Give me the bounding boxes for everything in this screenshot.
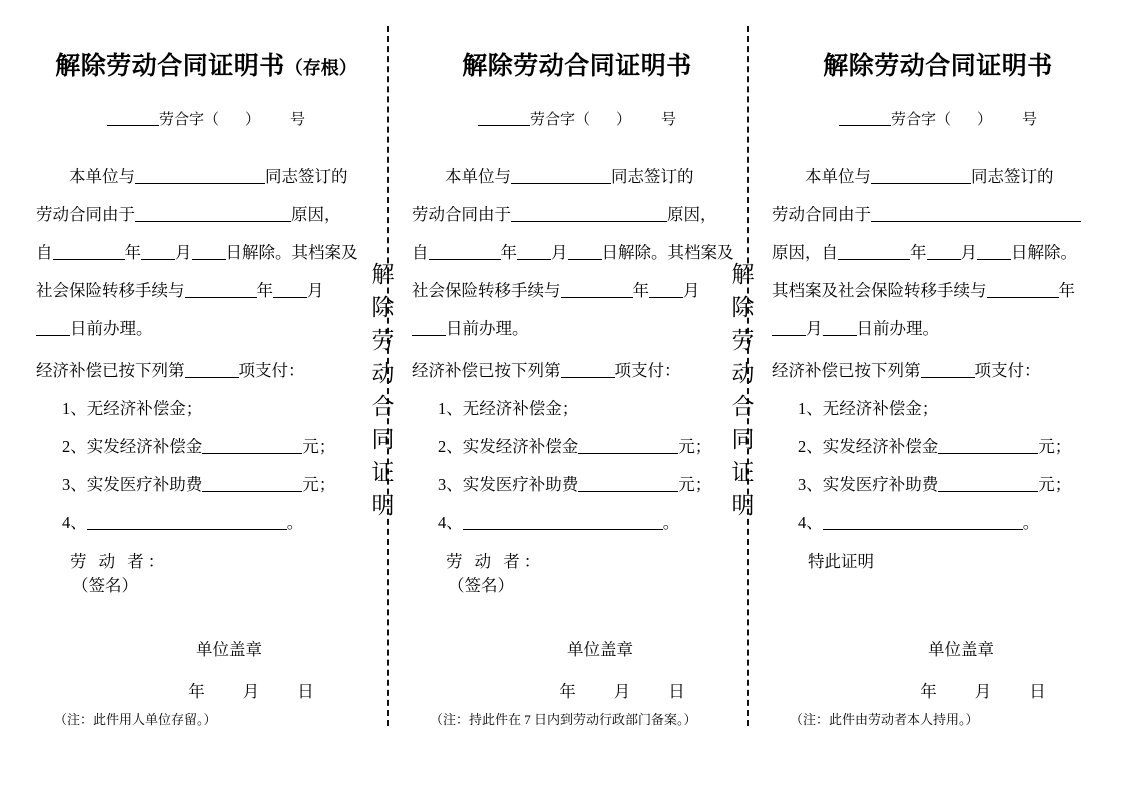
vstub-char: 解 [731, 262, 755, 287]
comp-text: 1、无经济补偿金； [798, 399, 939, 418]
employee-name-blank[interactable] [511, 168, 611, 184]
title-suffix-text: （存根） [284, 58, 357, 78]
comp-text: 。 [1022, 513, 1040, 532]
termination-year-blank[interactable] [429, 244, 501, 260]
transfer-day-blank[interactable] [412, 320, 446, 336]
comp-head-text: 项支付： [974, 361, 1041, 380]
body-text: 劳动合同由于 [772, 205, 871, 224]
body-text: 原因， [667, 205, 717, 224]
body-text: 日解除。其档案及 [225, 243, 358, 262]
body-text: 年 [1058, 281, 1075, 300]
docno-label: 劳合字 [158, 112, 204, 128]
compensation-option-1 [772, 390, 1104, 428]
body-text: 月 [960, 243, 977, 262]
certificate-body [412, 158, 742, 348]
company-seal-label: 单位盖章 [928, 640, 994, 659]
certificate-column-filing [412, 0, 742, 793]
compensation-option-1 [412, 390, 742, 428]
body-text: 月 [307, 281, 324, 300]
vstub-char: 证 [731, 460, 755, 485]
body-line-5 [772, 310, 1104, 348]
comp-head-text: 经济补偿已按下列第 [412, 361, 561, 380]
comp-text: 4、 [62, 513, 87, 532]
certificate-column-worker [772, 0, 1104, 793]
body-text: 月 [551, 243, 568, 262]
document-number-line [36, 108, 376, 129]
body-line-1 [772, 158, 1104, 196]
date-line [772, 678, 1104, 702]
vstub-char: 动 [731, 361, 755, 386]
date-line [36, 678, 376, 702]
medical-subsidy-blank[interactable] [578, 476, 678, 492]
compensation-option-4 [36, 504, 376, 542]
body-text: 自 [36, 243, 53, 262]
date-month-label: 月 [242, 682, 260, 701]
transfer-day-blank[interactable] [36, 320, 70, 336]
column-title [412, 46, 742, 82]
body-text: 日前办理。 [856, 319, 939, 338]
termination-year-blank[interactable] [838, 244, 910, 260]
compensation-item-number-blank[interactable] [185, 362, 239, 378]
title-main-text: 解除劳动合同证明书 [55, 52, 285, 80]
date-year-label: 年 [559, 682, 576, 701]
compensation-option-2 [772, 428, 1104, 466]
comp-text: 3、实发医疗补助费 [62, 475, 203, 494]
vstub-char: 明 [731, 493, 755, 518]
body-line-5 [36, 310, 376, 348]
termination-month-blank[interactable] [517, 244, 551, 260]
comp-text: 2、实发经济补偿金 [438, 437, 579, 456]
vstub-char: 合 [371, 394, 395, 419]
comp-text: 元； [678, 437, 712, 456]
footer-note: （注：此件用人单位存留。） [54, 712, 217, 727]
comp-text: 3、实发医疗补助费 [438, 475, 579, 494]
compensation-head [772, 352, 1104, 390]
termination-year-blank[interactable] [53, 244, 125, 260]
body-line-3 [412, 234, 742, 272]
date-day-label: 日 [297, 682, 314, 701]
transfer-year-blank[interactable] [561, 282, 633, 298]
body-line-3 [772, 234, 1104, 272]
body-text: 劳动合同由于 [36, 205, 135, 224]
certificate-body [36, 158, 376, 348]
compensation-option-4 [412, 504, 742, 542]
termination-day-blank[interactable] [192, 244, 226, 260]
transfer-month-blank[interactable] [772, 320, 806, 336]
body-line-4 [36, 272, 376, 310]
docno-label: 劳合字 [890, 112, 936, 128]
docno-unit: 号 [661, 112, 677, 128]
termination-month-blank[interactable] [927, 244, 961, 260]
body-text: 日前办理。 [446, 319, 529, 338]
comp-text: 2、实发经济补偿金 [62, 437, 203, 456]
company-seal-label: 单位盖章 [567, 640, 633, 659]
employee-name-blank[interactable] [135, 168, 265, 184]
severance-amount-blank[interactable] [578, 438, 678, 454]
body-text: 年 [256, 281, 273, 300]
vstub-char: 解 [371, 262, 395, 287]
body-text: 年 [910, 243, 927, 262]
termination-month-blank[interactable] [141, 244, 175, 260]
body-line-4 [772, 272, 1104, 310]
document-number-line [412, 108, 742, 129]
vstub-char: 除 [731, 295, 755, 320]
reason-blank[interactable] [511, 206, 667, 222]
comp-head-text: 项支付： [614, 361, 681, 380]
company-seal-label: 单位盖章 [196, 640, 262, 659]
footer-note: （注：持此件在 7 日内到劳动行政部门备案。） [430, 712, 697, 727]
compensation-item-number-blank[interactable] [561, 362, 615, 378]
termination-day-blank[interactable] [977, 244, 1011, 260]
compensation-option-4 [772, 504, 1104, 542]
transfer-month-blank[interactable] [649, 282, 683, 298]
body-text: 社会保险转移手续与 [412, 281, 561, 300]
body-text: 月 [175, 243, 192, 262]
body-text: 同志签订的 [611, 167, 694, 186]
termination-day-blank[interactable] [568, 244, 602, 260]
severance-amount-blank[interactable] [938, 438, 1038, 454]
worker-signature-hint: （签名） [448, 576, 514, 595]
body-text: 年 [124, 243, 141, 262]
vstub-char: 同 [731, 427, 755, 452]
docno-paren-close: ） [616, 112, 632, 128]
body-text: 日解除。 [1011, 243, 1077, 262]
compensation-head [412, 352, 742, 390]
reason-blank[interactable] [871, 206, 1081, 222]
docno-unit: 号 [1022, 112, 1038, 128]
medical-subsidy-blank[interactable] [202, 476, 302, 492]
certificate-body [772, 158, 1104, 348]
body-line-2 [36, 196, 376, 234]
worker-signature-label: 劳 动 者： [446, 552, 545, 571]
column-title [36, 46, 376, 82]
compensation-other-blank[interactable] [87, 514, 287, 530]
transfer-day-blank[interactable] [823, 320, 857, 336]
body-text: 劳动合同由于 [412, 205, 511, 224]
compensation-option-3 [36, 466, 376, 504]
comp-text: 元； [1038, 437, 1072, 456]
vstub-char: 劳 [371, 328, 395, 353]
comp-text: 3、实发医疗补助费 [798, 475, 939, 494]
comp-head-text: 经济补偿已按下列第 [36, 361, 185, 380]
compensation-head [36, 352, 376, 390]
body-text: 同志签订的 [971, 167, 1054, 186]
compensation-item-number-blank[interactable] [921, 362, 975, 378]
comp-text: 4、 [798, 513, 823, 532]
date-month-label: 月 [974, 682, 992, 701]
docno-label: 劳合字 [529, 112, 575, 128]
date-line [412, 678, 742, 702]
comp-text: 1、无经济补偿金； [438, 399, 579, 418]
body-text: 原因，自 [772, 243, 838, 262]
body-text: 社会保险转移手续与 [36, 281, 185, 300]
comp-text: 。 [286, 513, 304, 532]
title-main-text: 解除劳动合同证明书 [823, 52, 1053, 80]
body-line-1 [412, 158, 742, 196]
comp-head-text: 经济补偿已按下列第 [772, 361, 921, 380]
vstub-char: 除 [371, 295, 395, 320]
vstub-char: 合 [731, 394, 755, 419]
comp-text: 2、实发经济补偿金 [798, 437, 939, 456]
body-text: 日前办理。 [70, 319, 153, 338]
docno-paren-open: （ [574, 112, 590, 128]
compensation-option-3 [772, 466, 1104, 504]
comp-text: 元； [302, 437, 336, 456]
docno-paren-close: ） [977, 112, 993, 128]
date-year-label: 年 [188, 682, 205, 701]
body-text: 本单位与 [69, 167, 135, 186]
body-line-5 [412, 310, 742, 348]
body-text: 月 [806, 319, 823, 338]
date-month-label: 月 [613, 682, 631, 701]
body-text: 年 [500, 243, 517, 262]
compensation-section [772, 352, 1104, 542]
body-line-3 [36, 234, 376, 272]
compensation-other-blank[interactable] [463, 514, 663, 530]
body-text: 本单位与 [805, 167, 871, 186]
comp-text: 1、无经济补偿金； [62, 399, 203, 418]
body-text: 月 [683, 281, 700, 300]
document-number-line [772, 108, 1104, 129]
severance-amount-blank[interactable] [202, 438, 302, 454]
body-line-4 [412, 272, 742, 310]
certificate-column-stub [36, 0, 376, 793]
compensation-option-1 [36, 390, 376, 428]
compensation-section [412, 352, 742, 542]
compensation-option-2 [36, 428, 376, 466]
body-text: 年 [632, 281, 649, 300]
vstub-char: 劳 [731, 328, 755, 353]
transfer-month-blank[interactable] [273, 282, 307, 298]
body-text: 自 [412, 243, 429, 262]
vstub-char: 同 [371, 427, 395, 452]
vstub-char: 动 [371, 361, 395, 386]
signature-section [36, 548, 376, 596]
docno-prefix-blank[interactable] [839, 110, 891, 126]
docno-prefix-blank[interactable] [478, 110, 530, 126]
worker-signature-label: 劳 动 者： [70, 552, 169, 571]
vstub-char: 明 [371, 493, 395, 518]
transfer-year-blank[interactable] [185, 282, 257, 298]
date-day-label: 日 [1029, 682, 1046, 701]
body-text: 其档案及社会保险转移手续与 [772, 281, 987, 300]
certify-statement: 特此证明 [808, 552, 874, 571]
signature-section [412, 548, 742, 596]
reason-blank[interactable] [135, 206, 291, 222]
body-text: 原因， [291, 205, 341, 224]
body-text: 日解除。其档案及 [601, 243, 734, 262]
medical-subsidy-blank[interactable] [938, 476, 1038, 492]
body-line-1 [36, 158, 376, 196]
body-line-2 [412, 196, 742, 234]
compensation-other-blank[interactable] [823, 514, 1023, 530]
docno-paren-open: （ [935, 112, 951, 128]
compensation-option-3 [412, 466, 742, 504]
docno-paren-open: （ [203, 112, 219, 128]
column-title [772, 46, 1104, 82]
docno-unit: 号 [290, 112, 306, 128]
comp-text: 元； [302, 475, 336, 494]
body-text: 同志签订的 [265, 167, 348, 186]
docno-prefix-blank[interactable] [107, 110, 159, 126]
vstub-char: 证 [371, 460, 395, 485]
comp-text: 元； [678, 475, 712, 494]
comp-head-text: 项支付： [238, 361, 305, 380]
comp-text: 4、 [438, 513, 463, 532]
title-main-text: 解除劳动合同证明书 [462, 52, 692, 80]
compensation-section [36, 352, 376, 542]
docno-paren-close: ） [245, 112, 261, 128]
comp-text: 元； [1038, 475, 1072, 494]
signature-section [772, 548, 1104, 572]
transfer-year-blank[interactable] [987, 282, 1059, 298]
compensation-option-2 [412, 428, 742, 466]
employee-name-blank[interactable] [871, 168, 971, 184]
body-text: 本单位与 [445, 167, 511, 186]
comp-text: 。 [662, 513, 680, 532]
date-year-label: 年 [920, 682, 937, 701]
body-line-2 [772, 196, 1104, 234]
footer-note: （注：此件由劳动者本人持用。） [790, 712, 979, 727]
worker-signature-hint: （签名） [72, 576, 138, 595]
date-day-label: 日 [668, 682, 685, 701]
